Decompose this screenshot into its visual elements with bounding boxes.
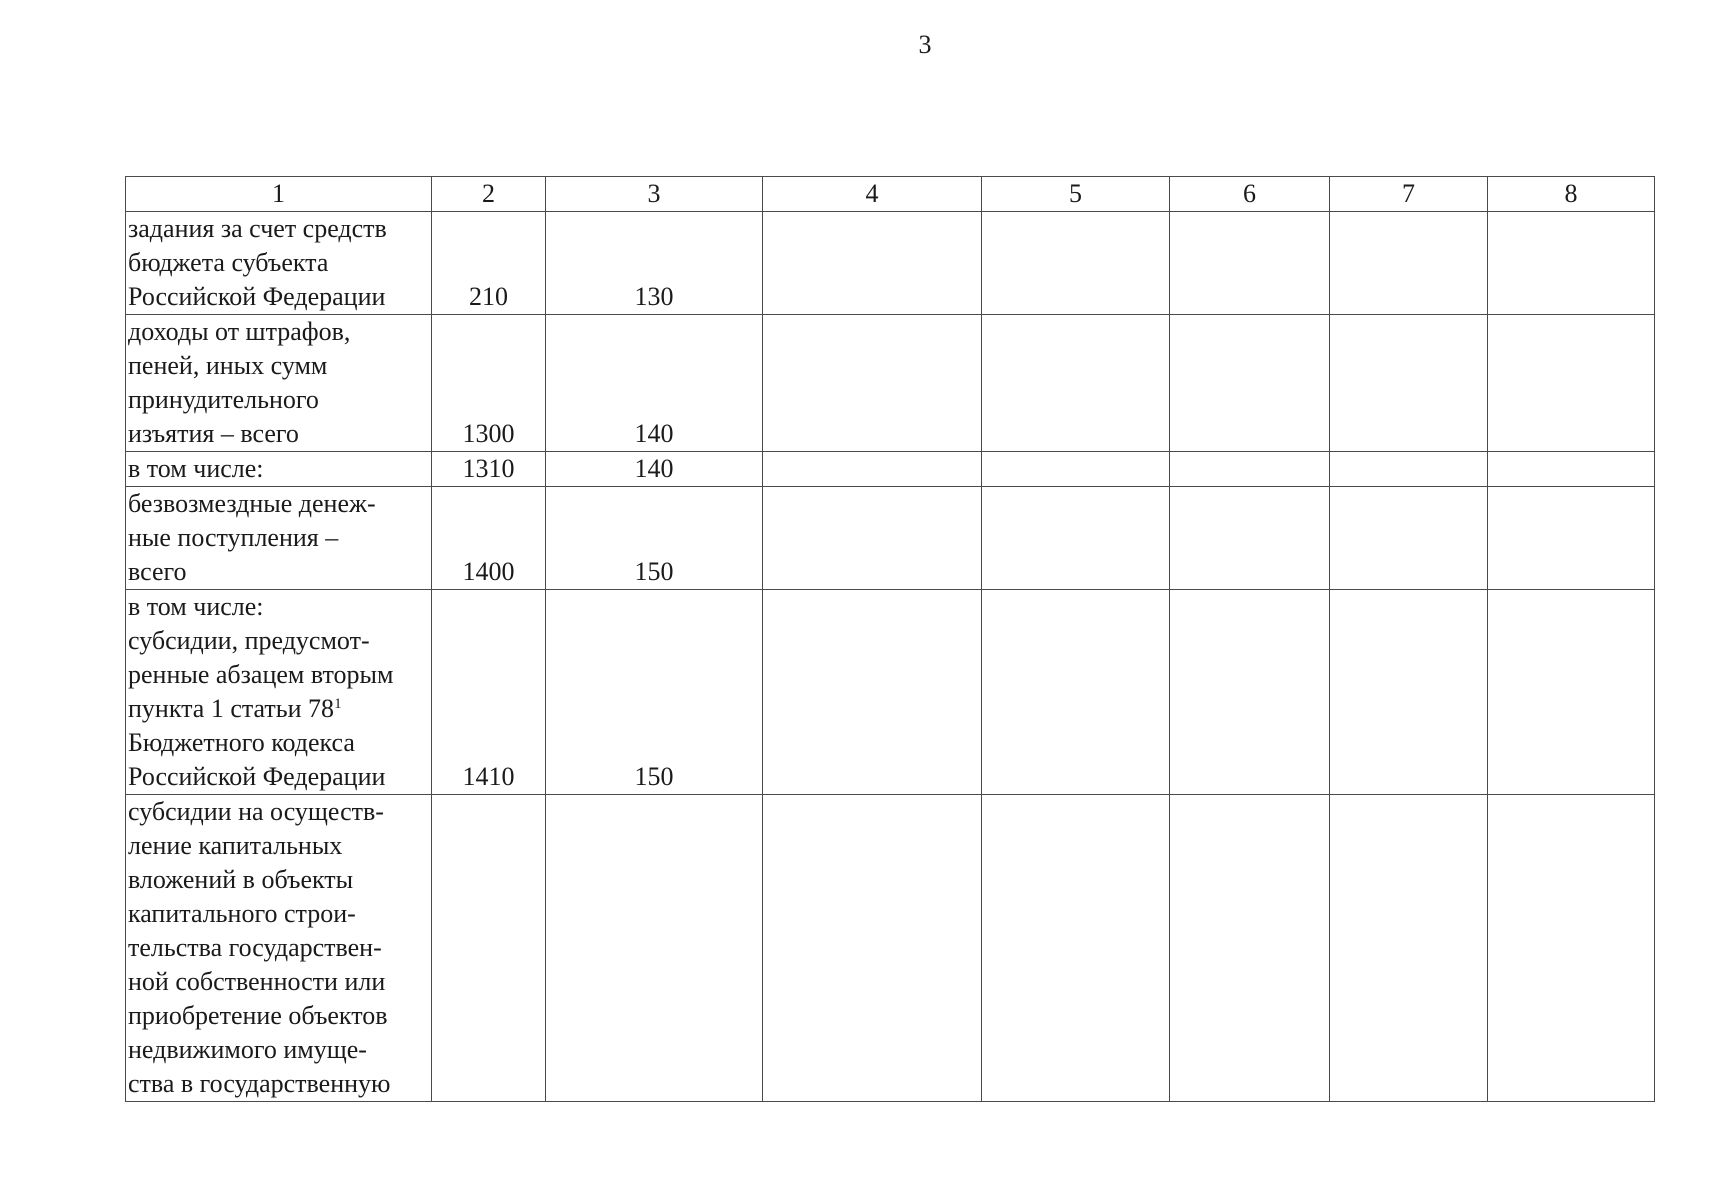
row-label-line: в том числе: xyxy=(128,592,264,621)
budget-code: 140 xyxy=(546,452,763,487)
row-label xyxy=(126,452,432,487)
footnote-superscript: 1 xyxy=(334,696,342,712)
empty-cell xyxy=(763,487,982,590)
row-code: 210 xyxy=(432,212,546,315)
empty-cell xyxy=(763,212,982,315)
empty-cell xyxy=(982,212,1170,315)
budget-code: 150 xyxy=(546,487,763,590)
empty-cell xyxy=(1170,212,1330,315)
report-table xyxy=(125,176,1655,1102)
row-code: 1410 xyxy=(432,590,546,795)
column-header: 4 xyxy=(763,177,982,212)
row-label-line: ные поступления – xyxy=(128,523,339,552)
table-row xyxy=(126,795,1655,1102)
row-label-line: ства в государственную xyxy=(128,1069,391,1098)
row-label-line: субсидии, предусмот- xyxy=(128,626,370,655)
table-row xyxy=(126,212,1655,315)
empty-cell xyxy=(1170,315,1330,452)
empty-cell xyxy=(1330,590,1488,795)
row-label-line: задания за счет средств xyxy=(128,214,387,243)
column-header: 6 xyxy=(1170,177,1330,212)
empty-cell xyxy=(763,795,982,1102)
page-number: 3 xyxy=(918,30,932,59)
row-label-line: бюджета субъекта xyxy=(128,248,329,277)
empty-cell xyxy=(1170,487,1330,590)
empty-cell xyxy=(1488,795,1655,1102)
empty-cell xyxy=(1488,487,1655,590)
row-label-line: приобретение объектов xyxy=(128,1001,388,1030)
empty-cell xyxy=(1488,452,1655,487)
table-row xyxy=(126,487,1655,590)
empty-cell xyxy=(763,590,982,795)
empty-cell xyxy=(763,315,982,452)
empty-cell xyxy=(1488,212,1655,315)
column-header: 3 xyxy=(546,177,763,212)
row-label-line: капитального строи- xyxy=(128,899,356,928)
row-label-line: изъятия – всего xyxy=(128,419,299,448)
empty-cell xyxy=(763,452,982,487)
empty-cell xyxy=(982,795,1170,1102)
row-label xyxy=(126,590,432,795)
empty-cell xyxy=(1330,795,1488,1102)
row-label xyxy=(126,487,432,590)
empty-cell xyxy=(982,590,1170,795)
header-row xyxy=(126,177,1655,212)
empty-cell xyxy=(982,487,1170,590)
empty-cell xyxy=(1488,315,1655,452)
row-label-line: всего xyxy=(128,557,187,586)
row-label xyxy=(126,315,432,452)
budget-code: 140 xyxy=(546,315,763,452)
row-label xyxy=(126,212,432,315)
empty-cell xyxy=(1170,795,1330,1102)
empty-cell xyxy=(1170,452,1330,487)
row-label-line: Бюджетного кодекса xyxy=(128,728,355,757)
empty-cell xyxy=(1330,315,1488,452)
row-label-line: тельства государствен- xyxy=(128,933,382,962)
row-label-line: принудительного xyxy=(128,385,319,414)
column-header: 1 xyxy=(126,177,432,212)
row-code: 1300 xyxy=(432,315,546,452)
row-label-line: ление капитальных xyxy=(128,831,343,860)
table-row xyxy=(126,590,1655,795)
column-header: 7 xyxy=(1330,177,1488,212)
column-header: 5 xyxy=(982,177,1170,212)
empty-cell xyxy=(1330,487,1488,590)
empty-cell xyxy=(982,315,1170,452)
empty-cell xyxy=(1170,590,1330,795)
row-label-line xyxy=(128,692,431,726)
row-label-line: ренные абзацем вторым xyxy=(128,660,394,689)
empty-cell xyxy=(1330,212,1488,315)
row-label-line: безвозмездные денеж- xyxy=(128,489,376,518)
row-label-line: субсидии на осуществ- xyxy=(128,797,384,826)
row-label-line: пеней, иных сумм xyxy=(128,351,328,380)
row-code xyxy=(432,795,546,1102)
row-label-line: в том числе: xyxy=(128,454,264,483)
table-row xyxy=(126,452,1655,487)
row-label-line-text: пункта 1 статьи 78 xyxy=(128,694,335,723)
empty-cell xyxy=(1330,452,1488,487)
table-row xyxy=(126,315,1655,452)
row-label-line: Российской Федерации xyxy=(128,762,386,791)
row-label xyxy=(126,795,432,1102)
column-header: 8 xyxy=(1488,177,1655,212)
empty-cell xyxy=(982,452,1170,487)
empty-cell xyxy=(1488,590,1655,795)
row-label-line: вложений в объекты xyxy=(128,865,354,894)
row-code: 1310 xyxy=(432,452,546,487)
row-label-line: ной собственности или xyxy=(128,967,386,996)
column-header: 2 xyxy=(432,177,546,212)
budget-code: 130 xyxy=(546,212,763,315)
row-label-line: Российской Федерации xyxy=(128,282,386,311)
row-label-line: доходы от штрафов, xyxy=(128,317,351,346)
row-code: 1400 xyxy=(432,487,546,590)
budget-code: 150 xyxy=(546,590,763,795)
budget-code xyxy=(546,795,763,1102)
row-label-line: недвижимого имуще- xyxy=(128,1035,367,1064)
